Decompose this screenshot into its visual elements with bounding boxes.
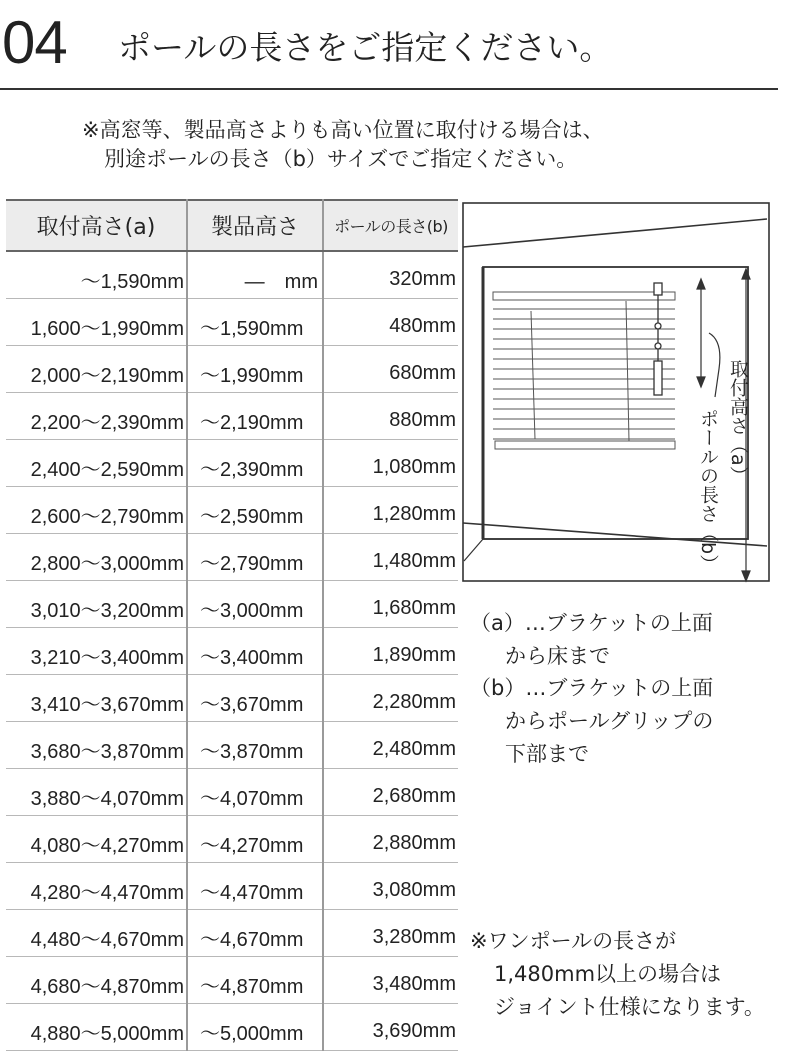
mount-height-cell [6, 816, 187, 863]
product-height-cell-text: 〜2,790mm [200, 552, 304, 575]
product-height-cell-text: 〜2,190mm [200, 411, 304, 434]
pole-length-cell [323, 910, 458, 957]
product-height-cell [187, 251, 323, 299]
product-height-cell-text: 〜2,590mm [200, 505, 304, 528]
table-row [6, 581, 458, 628]
header-mount-height: 取付高さ(a) [6, 200, 187, 251]
product-height-cell-text: 〜4,470mm [200, 881, 304, 904]
product-height-cell [187, 487, 323, 534]
pole-length-cell-text: 3,480mm [372, 972, 456, 995]
product-height-cell-text: 〜3,870mm [200, 740, 304, 763]
note-line-2: 別途ポールの長さ（b）サイズでご指定ください。 [104, 147, 578, 171]
product-height-cell [187, 910, 323, 957]
product-height-cell [187, 393, 323, 440]
pole-length-cell [323, 251, 458, 299]
mount-height-cell-text: 1,600〜1,990mm [30, 317, 184, 340]
table-row [6, 1004, 458, 1051]
mount-height-cell-text: 4,480〜4,670mm [30, 928, 184, 951]
joint-note-line-2: 1,480mm以上の場合は [494, 962, 722, 986]
pole-length-cell-text: 880mm [389, 408, 456, 431]
mount-height-cell-text: 4,680〜4,870mm [30, 975, 184, 998]
table-row [6, 675, 458, 722]
pole-length-cell [323, 863, 458, 910]
product-height-cell [187, 440, 323, 487]
product-height-cell [187, 863, 323, 910]
pole-length-cell [323, 534, 458, 581]
table-row [6, 722, 458, 769]
pole-length-cell [323, 581, 458, 628]
mount-height-cell [6, 440, 187, 487]
product-height-cell-text: 〜5,000mm [200, 1022, 304, 1045]
product-height-cell-text: 〜4,870mm [200, 975, 304, 998]
pole-length-cell-text: 320mm [389, 267, 456, 290]
product-height-cell [187, 957, 323, 1004]
mount-height-cell-text: 〜1,590mm [80, 270, 184, 293]
pole-length-cell-text: 3,080mm [372, 878, 456, 901]
mount-height-cell [6, 487, 187, 534]
pole-length-diagram [461, 201, 795, 599]
product-height-cell [187, 628, 323, 675]
mount-height-cell [6, 346, 187, 393]
mount-height-cell-text: 2,600〜2,790mm [30, 505, 184, 528]
pole-length-cell-text: 1,680mm [372, 596, 456, 619]
pole-length-table [6, 199, 458, 1051]
blind-slats [493, 292, 675, 449]
table-row [6, 816, 458, 863]
product-height-cell [187, 299, 323, 346]
mount-height-cell [6, 910, 187, 957]
product-height-cell [187, 722, 323, 769]
pole-length-cell-text: 1,280mm [372, 502, 456, 525]
product-height-cell [187, 346, 323, 393]
note-line-1: ※高窓等、製品高さよりも高い位置に取付ける場合は、 [82, 118, 604, 142]
mount-height-cell [6, 675, 187, 722]
product-height-cell [187, 675, 323, 722]
mount-height-cell-text: 4,880〜5,000mm [30, 1022, 184, 1045]
pole-length-cell [323, 1004, 458, 1051]
product-height-cell-text: 〜4,670mm [200, 928, 304, 951]
room-outline [463, 203, 769, 581]
legend-a-line-1: （a）…ブラケットの上面 [470, 611, 713, 635]
table-row [6, 534, 458, 581]
legend-b-line-1: （b）…ブラケットの上面 [470, 676, 714, 700]
mount-height-cell [6, 957, 187, 1004]
pole-length-cell-text: 2,280mm [372, 690, 456, 713]
table-row [6, 393, 458, 440]
product-height-cell-text: 〜1,990mm [200, 364, 304, 387]
pole-length-cell [323, 957, 458, 1004]
mount-height-cell [6, 251, 187, 299]
product-height-cell [187, 1004, 323, 1051]
mount-height-cell [6, 1004, 187, 1051]
pole-length-cell-text: 2,480mm [372, 737, 456, 760]
product-height-cell-text: 〜1,590mm [200, 317, 304, 340]
product-height-cell-text: 〜3,000mm [200, 599, 304, 622]
mount-height-cell-text: 4,280〜4,470mm [30, 881, 184, 904]
pole-length-cell-text: 3,280mm [372, 925, 456, 948]
mount-height-cell [6, 722, 187, 769]
pole-length-cell-text: 2,880mm [372, 831, 456, 854]
mount-height-cell [6, 393, 187, 440]
pole-length-cell [323, 346, 458, 393]
mount-height-cell-text: 4,080〜4,270mm [30, 834, 184, 857]
step-number: 04 [2, 9, 67, 76]
table-row [6, 346, 458, 393]
pole-length-cell-text: 1,480mm [372, 549, 456, 572]
pole-length-cell [323, 675, 458, 722]
mount-height-cell-text: 2,400〜2,590mm [30, 458, 184, 481]
legend-a-line-2: から床まで [505, 644, 610, 668]
mount-height-cell-text: 2,000〜2,190mm [30, 364, 184, 387]
table-row [6, 251, 458, 299]
table-row [6, 440, 458, 487]
table-row [6, 910, 458, 957]
product-height-cell-text: — mm [244, 270, 318, 293]
product-height-cell-text: 〜3,400mm [200, 646, 304, 669]
table-row [6, 487, 458, 534]
pole-length-cell [323, 628, 458, 675]
product-height-cell [187, 816, 323, 863]
table-row [6, 769, 458, 816]
pole-length-cell [323, 722, 458, 769]
pole-length-cell [323, 769, 458, 816]
mount-height-cell-text: 2,200〜2,390mm [30, 411, 184, 434]
mount-height-cell-text: 3,410〜3,670mm [30, 693, 184, 716]
mount-height-cell [6, 299, 187, 346]
pole-length-cell-text: 3,690mm [372, 1019, 456, 1042]
label-mount-height: 取付高さ（a） [727, 359, 749, 485]
pole-length-cell-text: 680mm [389, 361, 456, 384]
pole-length-cell [323, 299, 458, 346]
title-divider [0, 88, 778, 90]
product-height-cell-text: 〜3,670mm [200, 693, 304, 716]
product-height-cell-text: 〜4,070mm [200, 787, 304, 810]
pole-length-cell [323, 487, 458, 534]
mount-height-cell [6, 628, 187, 675]
table-row [6, 957, 458, 1004]
legend-b-line-2: からポールグリップの [505, 709, 714, 733]
product-height-cell-text: 〜4,270mm [200, 834, 304, 857]
legend-b-line-3: 下部まで [505, 742, 589, 766]
mount-height-cell [6, 534, 187, 581]
dimension-b [697, 279, 720, 397]
pole-length-cell [323, 816, 458, 863]
page-title: ポールの長さをご指定ください。 [118, 28, 613, 67]
mount-height-cell-text: 3,880〜4,070mm [30, 787, 184, 810]
product-height-cell-text: 〜2,390mm [200, 458, 304, 481]
header-product-height: 製品高さ [187, 200, 323, 251]
header-pole-length: ポールの長さ(b) [323, 200, 458, 251]
mount-height-cell-text: 3,210〜3,400mm [30, 646, 184, 669]
product-height-cell [187, 769, 323, 816]
table-row [6, 628, 458, 675]
product-height-cell [187, 534, 323, 581]
pole-length-cell-text: 2,680mm [372, 784, 456, 807]
table-body [6, 251, 458, 1051]
table-header-row [6, 200, 458, 251]
label-pole-length: ポールの長さ（b） [697, 409, 719, 574]
joint-note-line-3: ジョイント仕様になります。 [494, 995, 765, 1019]
mount-height-cell [6, 581, 187, 628]
pole-length-cell-text: 1,080mm [372, 455, 456, 478]
product-height-cell [187, 581, 323, 628]
pole-length-cell-text: 1,890mm [372, 643, 456, 666]
table-row [6, 863, 458, 910]
pole-length-cell [323, 440, 458, 487]
mount-height-cell-text: 3,680〜3,870mm [30, 740, 184, 763]
table-row [6, 299, 458, 346]
mount-height-cell [6, 863, 187, 910]
joint-note-line-1: ※ワンポールの長さが [470, 929, 677, 953]
pole-length-cell-text: 480mm [389, 314, 456, 337]
mount-height-cell-text: 3,010〜3,200mm [30, 599, 184, 622]
mount-height-cell [6, 769, 187, 816]
mount-height-cell-text: 2,800〜3,000mm [30, 552, 184, 575]
pole-length-cell [323, 393, 458, 440]
